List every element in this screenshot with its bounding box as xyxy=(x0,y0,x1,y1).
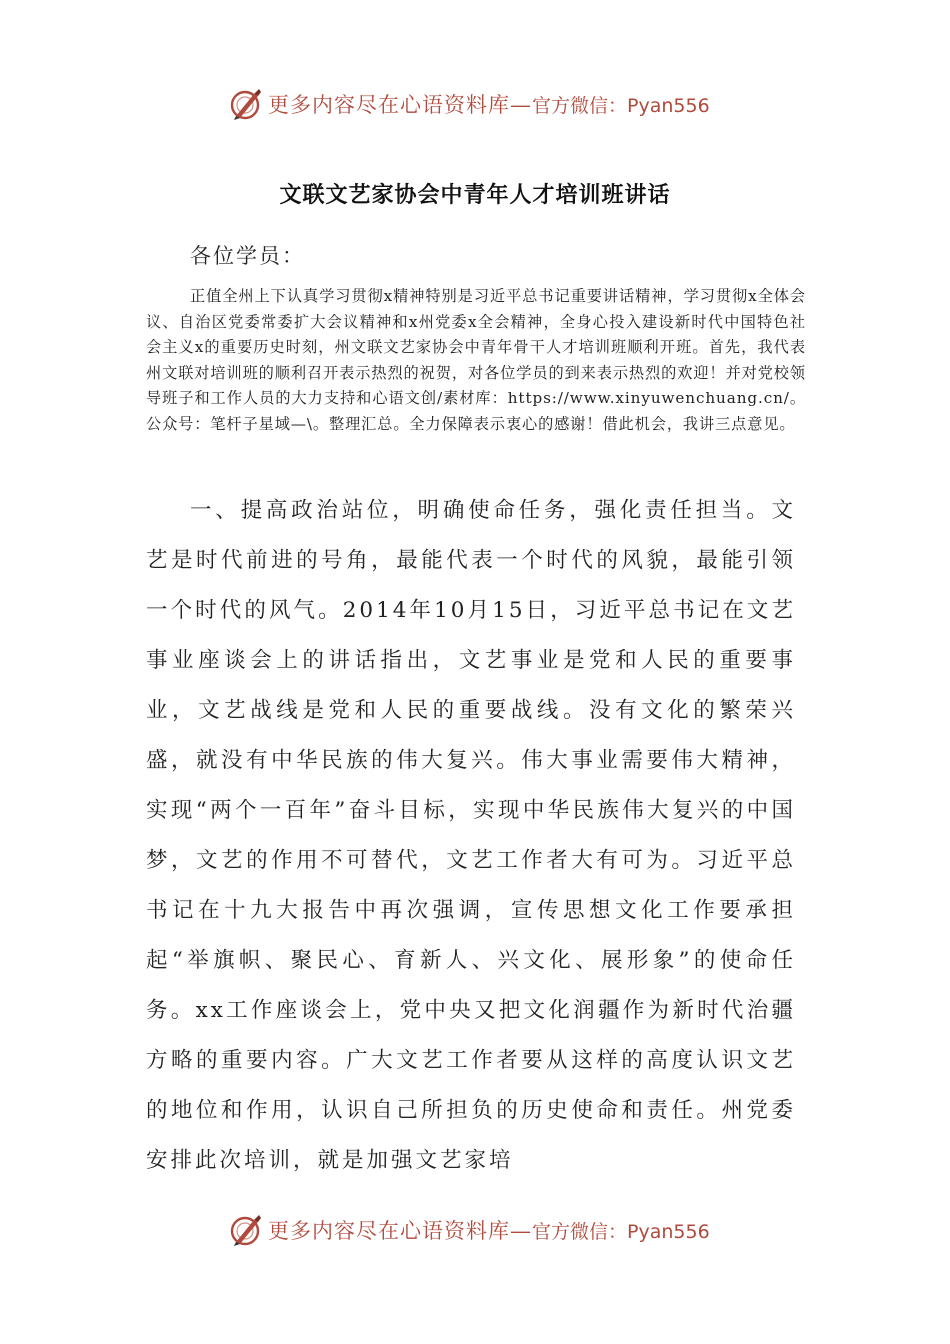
pen-logo-icon xyxy=(228,1212,264,1248)
footer-watermark xyxy=(228,1208,728,1252)
watermark-wechat-text: 官方微信：Pyan556 xyxy=(532,1220,710,1243)
watermark-brand-text: 更多内容尽在心语资料库— xyxy=(268,93,532,117)
salutation: 各位学员： xyxy=(190,244,305,268)
header-watermark xyxy=(228,82,728,126)
watermark-brand-text: 更多内容尽在心语资料库— xyxy=(268,1219,532,1243)
section-one-paragraph: 一、提高政治站位，明确使命任务，强化责任担当。文艺是时代前进的号角，最能代表一个时代的风貌，最能引领一个时代的风气。2014年10月15日，习近平总书记在文艺事业座谈会上的讲话指出，文艺事业是党和人民的重要事业，文艺战线是党和人民的重要战线。没有文化的繁荣兴盛，就没有中华民族的伟大复兴。伟大事业需要伟大精神，实现“两个一百年”奋斗目标，实现中华民族伟大复兴的中国梦，文艺的作用不可替代，文艺工作者大有可为。习近平总书记在十九大报告中再次强调，宣传思想文化工作要承担起“举旗帜、聚民心、育新人、兴文化、展形象”的使命任务。xx工作座谈会上，党中央又把文化润疆作为新时代治疆方略的重要内容。广大文艺工作者要从这样的高度认识文艺的地位和作用，认识自己所担负的历史使命和责任。州党委安排此次培训，就是加强文艺家培 xyxy=(146,498,796,1173)
document-title: 文联文艺家协会中青年人才培训班讲话 xyxy=(279,182,671,208)
pen-logo-icon xyxy=(228,86,264,122)
watermark-wechat-text: 官方微信：Pyan556 xyxy=(532,94,710,117)
intro-paragraph: 正值全州上下认真学习贯彻x精神特别是习近平总书记重要讲话精神，学习贯彻x全体会议、自治区党委常委扩大会议精神和x州党委x全会精神，全身心投入建设新时代中国特色社会主义x的重要历史时刻，州文联文艺家协会中青年骨干人才培训班顺利开班。首先，我代表州文联对培训班的顺利召开表示热烈的祝贺，对各位学员的到来表示热烈的欢迎！并对党校领导班子和工作人员的大力支持和心语文创/素材库：https://www.xinyuwenchuang.cn/。公众号：笔杆子星域—\。整理汇总。全力保障表示衷心的感谢！借此机会，我讲三点意见。 xyxy=(146,287,806,433)
